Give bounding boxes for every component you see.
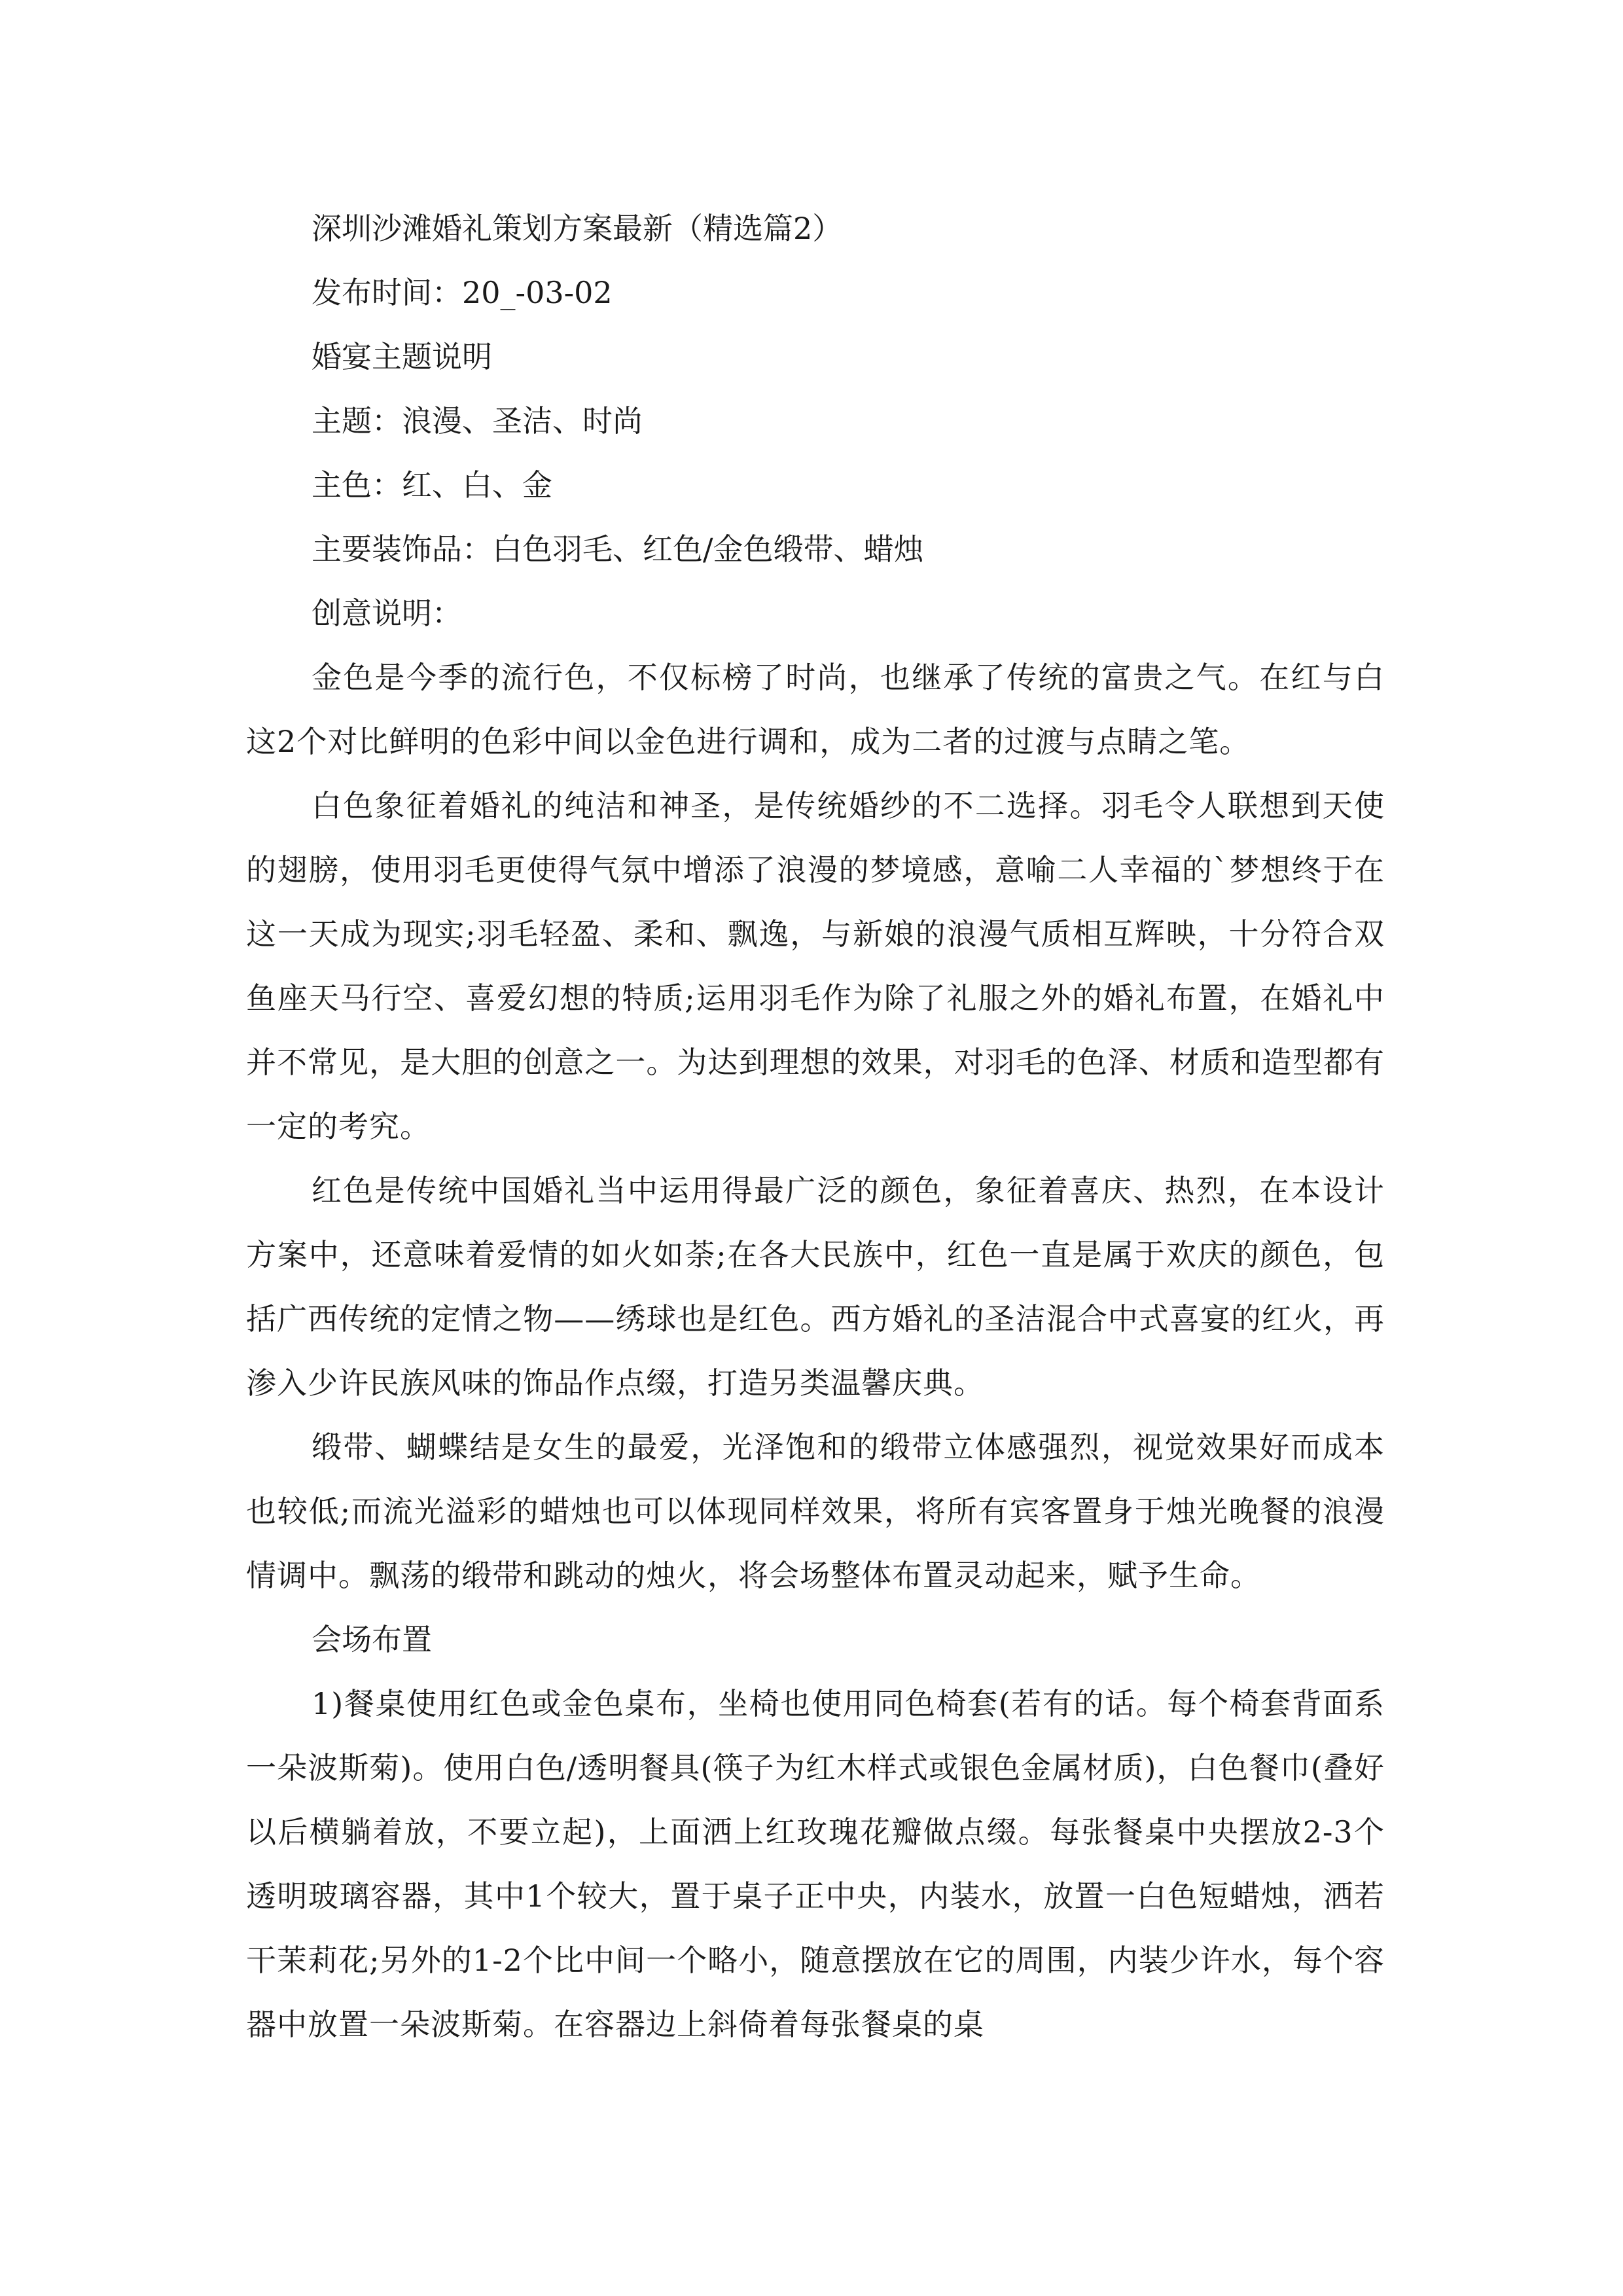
paragraph-red: 红色是传统中国婚礼当中运用得最广泛的颜色，象征着喜庆、热烈，在本设计方案中，还意味着爱情的如火如荼;在各大民族中，红色一直是属于欢庆的颜色，包括广西传统的定情之物——绣球也是红色。西方婚礼的圣洁混合中式喜宴的红火，再渗入少许民族风味的饰品作点缀，打造另类温馨庆典。 [246, 1173, 1385, 1401]
creative-heading: 创意说明： [312, 596, 462, 631]
decorations-line: 主要装饰品：白色羽毛、红色/金色缎带、蜡烛 [312, 531, 924, 567]
paragraph-gold: 金色是今季的流行色，不仅标榜了时尚，也继承了传统的富贵之气。在红与白这2个对比鲜明的色彩中间以金色进行调和，成为二者的过渡与点睛之笔。 [246, 660, 1385, 759]
theme-line: 主题：浪漫、圣洁、时尚 [312, 403, 643, 439]
theme-section-heading: 婚宴主题说明 [312, 339, 492, 374]
paragraph-venue: 1)餐桌使用红色或金色桌布，坐椅也使用同色椅套(若有的话。每个椅套背面系一朵波斯菊)。使用白色/透明餐具(筷子为红木样式或银色金属材质)，白色餐巾(叠好以后横躺着放，不要立起)，上面洒上红玫瑰花瓣做点缀。每张餐桌中央摆放2-3个透明玻璃容器，其中1个较大，置于桌子正中央，内装水，放置一白色短蜡烛，洒若干茉莉花;另外的1-2个比中间一个略小，随意摆放在它的周围，内装少许水，每个容器中放置一朵波斯菊。在容器边上斜倚着每张餐桌的桌 [246, 1686, 1385, 2042]
document-title: 深圳沙滩婚礼策划方案最新（精选篇2） [312, 211, 843, 246]
document-body [246, 196, 1385, 2056]
paragraph-ribbon: 缎带、蝴蝶结是女生的最爱，光泽饱和的缎带立体感强烈，视觉效果好而成本也较低;而流光溢彩的蜡烛也可以体现同样效果，将所有宾客置身于烛光晚餐的浪漫情调中。飘荡的缎带和跳动的烛火，将会场整体布置灵动起来，赋予生命。 [246, 1429, 1385, 1593]
publish-date: 发布时间：20_-03-02 [312, 275, 613, 310]
main-colors-line: 主色：红、白、金 [312, 467, 552, 503]
venue-heading: 会场布置 [312, 1622, 432, 1657]
paragraph-white: 白色象征着婚礼的纯洁和神圣，是传统婚纱的不二选择。羽毛令人联想到天使的翅膀，使用羽毛更使得气氛中增添了浪漫的梦境感，意喻二人幸福的`梦想终于在这一天成为现实;羽毛轻盈、柔和、飘逸，与新娘的浪漫气质相互辉映，十分符合双鱼座天马行空、喜爱幻想的特质;运用羽毛作为除了礼服之外的婚礼布置，在婚礼中并不常见，是大胆的创意之一。为达到理想的效果，对羽毛的色泽、材质和造型都有一定的考究。 [246, 788, 1385, 1144]
